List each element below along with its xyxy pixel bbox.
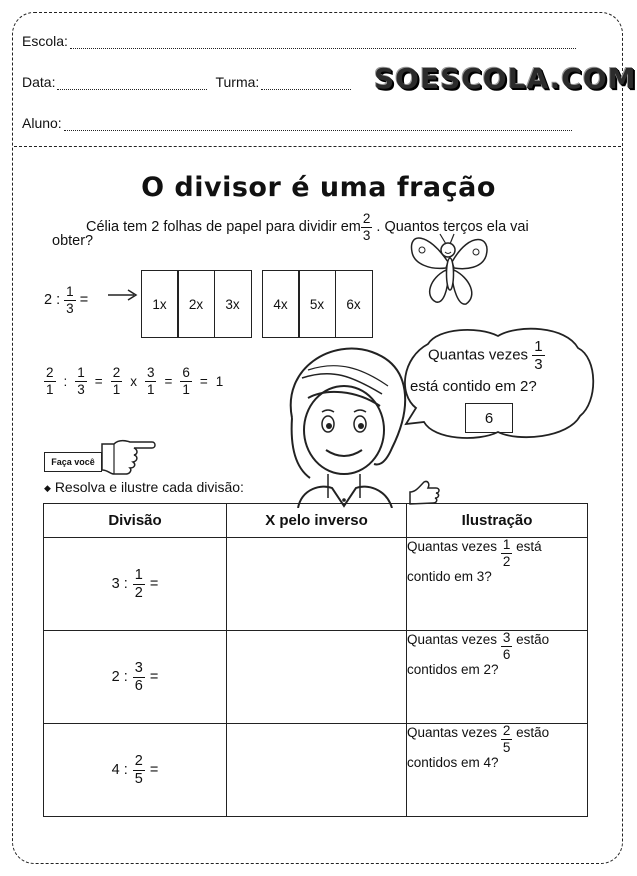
part-box: 6x xyxy=(335,270,373,338)
fraction-numerator: 2 xyxy=(134,753,143,769)
brand-logo: SOESCOLA.COM xyxy=(374,62,637,95)
fraction-denominator: 1 xyxy=(146,381,155,397)
question-text: Quantas vezes xyxy=(407,725,498,740)
header-x-pelo-inverso: X pelo inverso xyxy=(227,504,407,538)
part-box: 3x xyxy=(214,270,252,338)
part-box: 4x xyxy=(262,270,300,338)
pointing-hand-icon xyxy=(100,436,156,476)
fraction-numerator: 3 xyxy=(146,365,155,380)
problem-text-line2: obter? xyxy=(52,233,94,249)
table-row xyxy=(44,724,588,817)
diamond-bullet-icon: ◆ xyxy=(44,482,51,493)
division-whole: 3 : xyxy=(111,576,128,592)
fraction-denominator: 3 xyxy=(362,227,371,243)
bubble-line2: está contido em 2? xyxy=(410,378,537,395)
equals-sign: = xyxy=(199,373,208,389)
fraction-denominator: 2 xyxy=(502,553,511,569)
division-fraction xyxy=(133,754,145,786)
division-fraction xyxy=(133,661,145,693)
division-equals: = xyxy=(79,291,89,308)
bubble-answer: 6 xyxy=(465,403,513,433)
equation-result: 1 xyxy=(215,373,224,389)
fraction-denominator: 2 xyxy=(134,584,143,601)
instruction xyxy=(44,479,244,495)
bubble-line1 xyxy=(428,339,545,372)
question-text: estão xyxy=(516,725,550,740)
fraction-numerator: 3 xyxy=(502,630,511,645)
fraction-denominator: 6 xyxy=(502,646,511,662)
illustration-cell[interactable] xyxy=(407,631,588,724)
fraction-numerator: 1 xyxy=(134,567,143,583)
operator: x xyxy=(130,373,137,389)
division-fraction xyxy=(133,568,145,600)
division-cell xyxy=(44,538,227,631)
inverse-answer-cell[interactable] xyxy=(227,538,407,631)
illustration-cell[interactable] xyxy=(407,724,588,817)
division-left: 2 : xyxy=(44,291,61,308)
header-ilustracao: Ilustração xyxy=(407,504,588,538)
equals-sign: = xyxy=(164,373,173,389)
fraction-denominator: 3 xyxy=(77,381,85,397)
division-expression xyxy=(44,285,88,315)
part-box: 1x xyxy=(141,270,179,338)
fraction-denominator: 1 xyxy=(46,381,54,397)
fraction-numerator: 1 xyxy=(77,365,85,380)
escola-line[interactable] xyxy=(70,36,576,49)
equation-fraction xyxy=(44,366,56,396)
question-fraction xyxy=(501,538,513,568)
division-cell xyxy=(44,631,227,724)
data-line[interactable] xyxy=(57,77,207,90)
equals-sign: = xyxy=(94,373,103,389)
aluno-field xyxy=(22,115,572,131)
question-text: contido em 3? xyxy=(407,569,492,584)
fraction-numerator: 2 xyxy=(362,211,371,226)
operator: : xyxy=(63,373,68,389)
fraction-denominator: 5 xyxy=(134,770,143,787)
fraction-denominator: 5 xyxy=(502,739,511,755)
part-box: 5x xyxy=(298,270,336,338)
question-fraction xyxy=(501,631,513,661)
division-whole: 2 : xyxy=(111,669,128,685)
turma-label: Turma: xyxy=(215,74,260,90)
header-divisao: Divisão xyxy=(44,504,227,538)
problem-text-before: Célia tem 2 folhas de papel para dividir em xyxy=(86,218,361,235)
data-label: Data: xyxy=(22,74,56,90)
fraction-numerator: 1 xyxy=(66,284,74,299)
question-fraction xyxy=(501,724,513,754)
header-divider xyxy=(14,146,621,147)
question-text: está xyxy=(516,539,542,554)
bubble-question: Quantas vezes xyxy=(428,346,529,364)
instruction-text: Resolva e ilustre cada divisão: xyxy=(54,479,244,495)
bubble-fraction xyxy=(532,339,544,372)
question-text: Quantas vezes xyxy=(407,632,498,647)
faca-voce-label: Faça você xyxy=(44,452,102,472)
fraction-denominator: 3 xyxy=(66,300,74,316)
fraction-denominator: 1 xyxy=(182,381,190,397)
fraction-numerator: 1 xyxy=(502,537,511,552)
butterfly-icon xyxy=(408,222,492,314)
escola-field xyxy=(22,33,576,49)
boxes-group-b xyxy=(263,270,373,338)
problem-fraction xyxy=(361,212,373,242)
question-text: contidos em 4? xyxy=(407,755,499,770)
data-field xyxy=(22,74,351,90)
equation-fraction xyxy=(180,366,192,396)
boxes-group-a xyxy=(142,270,252,338)
part-box: 2x xyxy=(177,270,215,338)
division-expression xyxy=(44,568,226,600)
fraction-numerator: 1 xyxy=(534,338,543,355)
fraction-denominator: 6 xyxy=(134,677,143,694)
fraction-denominator: 3 xyxy=(534,356,543,373)
table-header-row xyxy=(44,504,588,538)
fraction-numerator: 2 xyxy=(46,365,54,380)
equation-fraction xyxy=(145,366,157,396)
question-text: Quantas vezes xyxy=(407,539,498,554)
division-whole: 4 : xyxy=(111,762,128,778)
escola-label: Escola: xyxy=(22,33,68,49)
division-fraction xyxy=(64,285,76,315)
fraction-numerator: 2 xyxy=(502,723,511,738)
division-cell xyxy=(44,724,227,817)
question-text: contidos em 2? xyxy=(407,662,499,677)
fraction-denominator: 1 xyxy=(112,381,121,397)
fraction-numerator: 3 xyxy=(134,660,143,676)
equals-sign: = xyxy=(149,669,159,685)
aluno-line[interactable] xyxy=(64,118,572,131)
fraction-numerator: 2 xyxy=(112,365,121,380)
equation-fraction xyxy=(111,366,123,396)
problem-text-after: . Quantos terços ela vai xyxy=(376,218,529,235)
question-text: estão xyxy=(516,632,550,647)
turma-line[interactable] xyxy=(261,77,351,90)
division-expression xyxy=(44,754,226,786)
table-row xyxy=(44,631,588,724)
equation-row xyxy=(44,366,223,396)
equals-sign: = xyxy=(149,576,159,592)
division-table xyxy=(43,503,588,817)
arrow-right-icon xyxy=(108,288,140,302)
equation-fraction xyxy=(75,366,87,396)
aluno-label: Aluno: xyxy=(22,115,62,131)
illustration-cell[interactable] xyxy=(407,538,588,631)
fraction-numerator: 6 xyxy=(182,365,190,380)
division-expression xyxy=(44,661,226,693)
equals-sign: = xyxy=(149,762,159,778)
inverse-answer-cell[interactable] xyxy=(227,724,407,817)
inverse-answer-cell[interactable] xyxy=(227,631,407,724)
table-row xyxy=(44,538,588,631)
page-title: O divisor é uma fração xyxy=(141,172,496,203)
